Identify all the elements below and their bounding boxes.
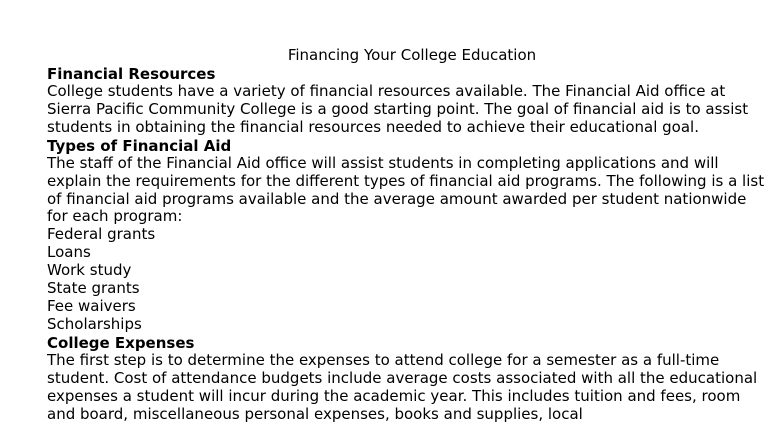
section-types-of-financial-aid [47, 137, 767, 334]
paragraph-financial-resources: College students have a variety of financial resources available. The Financial Aid office at Sierra Pacific Community College is a good starting point. The goal of financial aid is to assist students in obtaining the financial resources needed to achieve their educational goal. [47, 82, 749, 136]
list-item: State grants [47, 279, 140, 298]
list-item: Work study [47, 261, 132, 280]
document-page [47, 45, 767, 423]
section-college-expenses [47, 334, 767, 424]
document-title: Financing Your College Education [287, 46, 537, 64]
heading-college-expenses: College Expenses [47, 333, 195, 352]
list-item: Loans [47, 243, 91, 262]
financial-aid-program-list [47, 226, 767, 333]
list-item: Fee waivers [47, 296, 136, 315]
paragraph-types-of-financial-aid: The staff of the Financial Aid office will assist students in completing applications and will explain the requirements for the different types of financial aid programs. The following is a list of financial aid programs available and the average amount awarded per student nationwide for each program: [47, 153, 765, 226]
list-item: Federal grants [47, 225, 156, 244]
list-item: Scholarships [47, 314, 142, 333]
paragraph-college-expenses: The first step is to determine the expenses to attend college for a semester as a full-time student. Cost of attendance budgets include average costs associated with all the educational expenses a student will incur during the academic year. This includes tuition and fees, room and board, miscellaneous personal expenses, books and supplies, local [47, 350, 758, 423]
heading-types-of-financial-aid: Types of Financial Aid [47, 136, 232, 155]
section-financial-resources [47, 65, 767, 137]
heading-financial-resources: Financial Resources [47, 65, 216, 83]
